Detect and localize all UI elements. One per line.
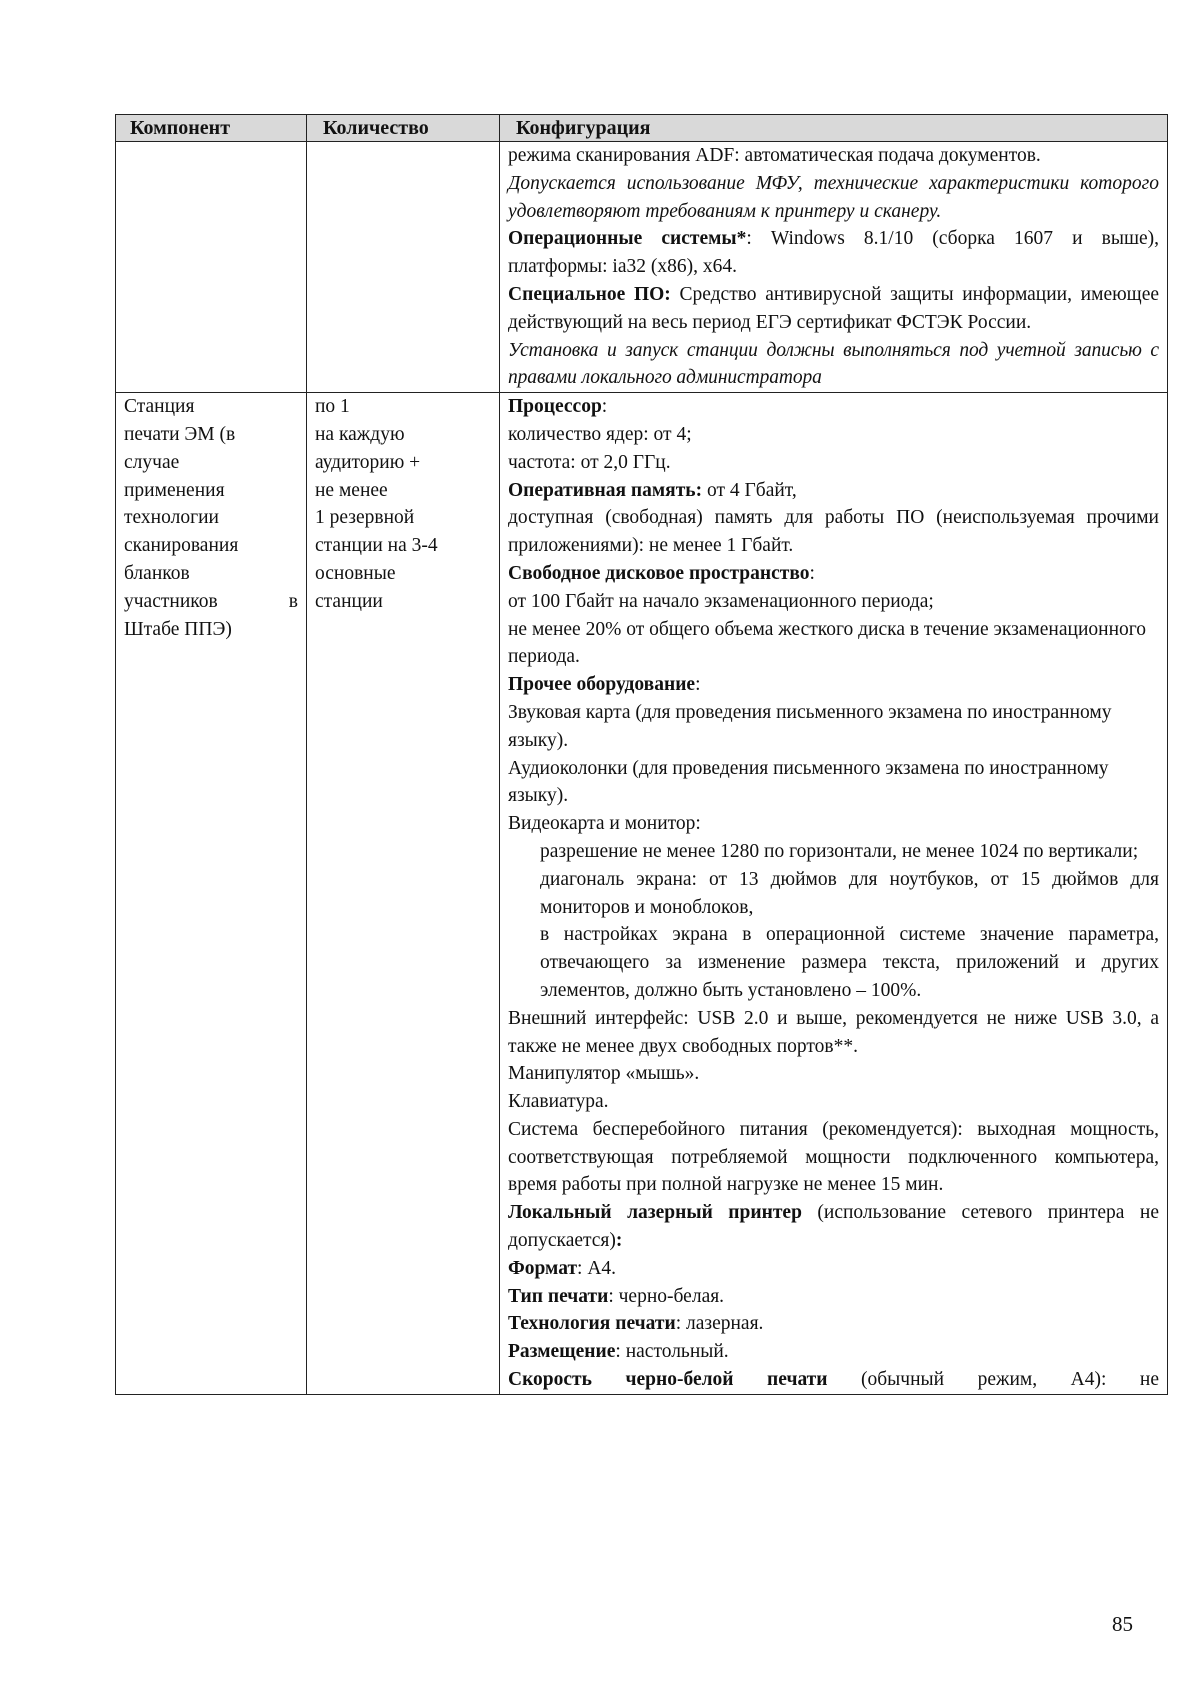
print-speed-text: (обычный режим, А4): не <box>827 1369 1159 1391</box>
software-text: Средство антивирусной защиты информации, имеющее действующий на весь период ЕГЭ сертификат ФСТЭК России. <box>508 283 1160 333</box>
disk-colon: : <box>809 562 815 584</box>
config-note-mfu: Допускается использование МФУ, технические характеристики которого удовлетворяют требованиям к принтеру и сканеру. <box>508 172 1159 222</box>
component-line: сканирования <box>124 535 239 557</box>
config-cpu-frequency: частота: от 2,0 ГГц. <box>508 451 671 473</box>
config-keyboard: Клавиатура. <box>508 1091 609 1113</box>
quantity-line: по 1 <box>315 396 350 418</box>
quantity-cell <box>307 142 500 393</box>
header-component: Компонент <box>116 115 307 142</box>
config-cpu-cores: количество ядер: от 4; <box>508 423 692 445</box>
config-ram-free: доступная (свободная) память для работы ПО (неиспользуемая прочими приложениями): не менее 1 Гбайт. <box>508 507 1159 557</box>
disk-label: Свободное дисковое пространство <box>508 562 810 584</box>
config-print-speed <box>508 1366 1159 1394</box>
ram-text: от 4 Гбайт, <box>702 479 797 501</box>
component-line: применения <box>124 479 225 501</box>
config-placement <box>508 1338 1159 1366</box>
config-disk-percent: не менее 20% от общего объема жесткого диска в течение экзаменационного периода. <box>508 618 1147 668</box>
config-video-resolution: разрешение не менее 1280 по горизонтали, не менее 1024 по вертикали; <box>540 840 1139 862</box>
table-row <box>116 142 1168 393</box>
ram-label: Оперативная память: <box>508 479 703 501</box>
component-line: участников в <box>124 590 298 612</box>
config-disk-heading <box>508 560 1159 588</box>
config-usb: Внешний интерфейс: USB 2.0 и выше, рекомендуется не ниже USB 3.0, а также не менее двух свободных портов**. <box>508 1007 1159 1057</box>
software-label: Специальное ПО: <box>508 283 671 305</box>
config-software <box>508 281 1159 337</box>
config-printer <box>508 1199 1159 1255</box>
os-text: : Windows 8.1/10 (сборка 1607 и выше), платформы: ia32 (x86), x64. <box>508 228 1159 278</box>
other-label: Прочее оборудование <box>508 674 696 696</box>
format-label: Формат <box>508 1257 578 1279</box>
configuration-cell <box>500 142 1168 393</box>
printer-label: Локальный лазерный принтер <box>508 1202 802 1224</box>
print-type-text: : черно-белая. <box>608 1285 725 1307</box>
printer-colon: : <box>615 1230 623 1252</box>
component-line: технологии <box>124 507 219 529</box>
quantity-cell <box>307 393 500 1395</box>
component-line: Штабе ППЭ) <box>124 618 232 640</box>
quantity-line: на каждую <box>315 423 405 445</box>
config-mouse: Манипулятор «мышь». <box>508 1063 700 1085</box>
component-cell <box>116 142 307 393</box>
config-speakers: Аудиоколонки (для проведения письменного экзамена по иностранному языку). <box>508 757 1109 807</box>
config-sound-card: Звуковая карта (для проведения письменного экзамена по иностранному языку). <box>508 701 1112 751</box>
specification-table <box>115 114 1168 1395</box>
config-cpu-heading <box>508 393 1159 421</box>
component-line: случае <box>124 451 180 473</box>
table-header-row <box>116 115 1168 142</box>
quantity-line: станции <box>315 590 383 612</box>
header-configuration: Конфигурация <box>500 115 1168 142</box>
quantity-line: аудиторию + <box>315 451 421 473</box>
page-number: 85 <box>1112 1612 1133 1636</box>
print-speed-label: Скорость черно-белой печати <box>508 1369 828 1391</box>
component-line: бланков <box>124 562 190 584</box>
config-print-technology <box>508 1310 1159 1338</box>
placement-text: : настольный. <box>615 1341 729 1363</box>
config-video-heading: Видеокарта и монитор: <box>508 813 701 835</box>
component-cell <box>116 393 307 1395</box>
config-ram <box>508 477 1159 505</box>
printer-text: (использование сетевого принтера не допускается) <box>508 1202 1159 1252</box>
placement-label: Размещение <box>508 1341 616 1363</box>
component-line: печати ЭМ (в <box>124 423 236 445</box>
config-note-admin: Установка и запуск станции должны выполняться под учетной записью с правами локального администратора <box>508 339 1159 389</box>
cpu-label: Процессор <box>508 396 602 418</box>
print-technology-label: Технология печати <box>508 1313 676 1335</box>
table-row <box>116 393 1168 1395</box>
component-line: Станция <box>124 396 195 418</box>
config-other-heading <box>508 671 1159 699</box>
config-video-diagonal: диагональ экрана: от 13 дюймов для ноутбуков, от 15 дюймов для мониторов и моноблоков, <box>540 868 1159 918</box>
format-text: : А4. <box>577 1257 617 1279</box>
config-format <box>508 1255 1159 1283</box>
os-label: Операционные системы* <box>508 228 747 250</box>
quantity-line: станции на 3-4 <box>315 535 438 557</box>
configuration-cell <box>500 393 1168 1395</box>
config-ups: Система бесперебойного питания (рекомендуется): выходная мощность, соответствующая потребляемой мощности подключенного компьютера, время работы при полной нагрузке не менее 15 мин. <box>508 1118 1159 1196</box>
quantity-line: основные <box>315 562 396 584</box>
cpu-colon: : <box>601 396 608 418</box>
config-video-scaling: в настройках экрана в операционной системе значение параметра, отвечающего за изменение размера текста, приложений и других элементов, должно быть установлено – 100%. <box>540 924 1159 1001</box>
print-technology-text: : лазерная. <box>675 1313 764 1335</box>
other-colon: : <box>695 674 701 696</box>
config-paragraph: режима сканирования ADF: автоматическая подача документов. <box>508 145 1041 166</box>
config-os <box>508 225 1159 281</box>
config-print-type <box>508 1283 1159 1311</box>
print-type-label: Тип печати <box>508 1285 609 1307</box>
header-quantity: Количество <box>307 115 500 142</box>
quantity-line: 1 резервной <box>315 507 415 529</box>
quantity-line: не менее <box>315 479 388 501</box>
config-disk-start: от 100 Гбайт на начало экзаменационного периода; <box>508 590 934 612</box>
